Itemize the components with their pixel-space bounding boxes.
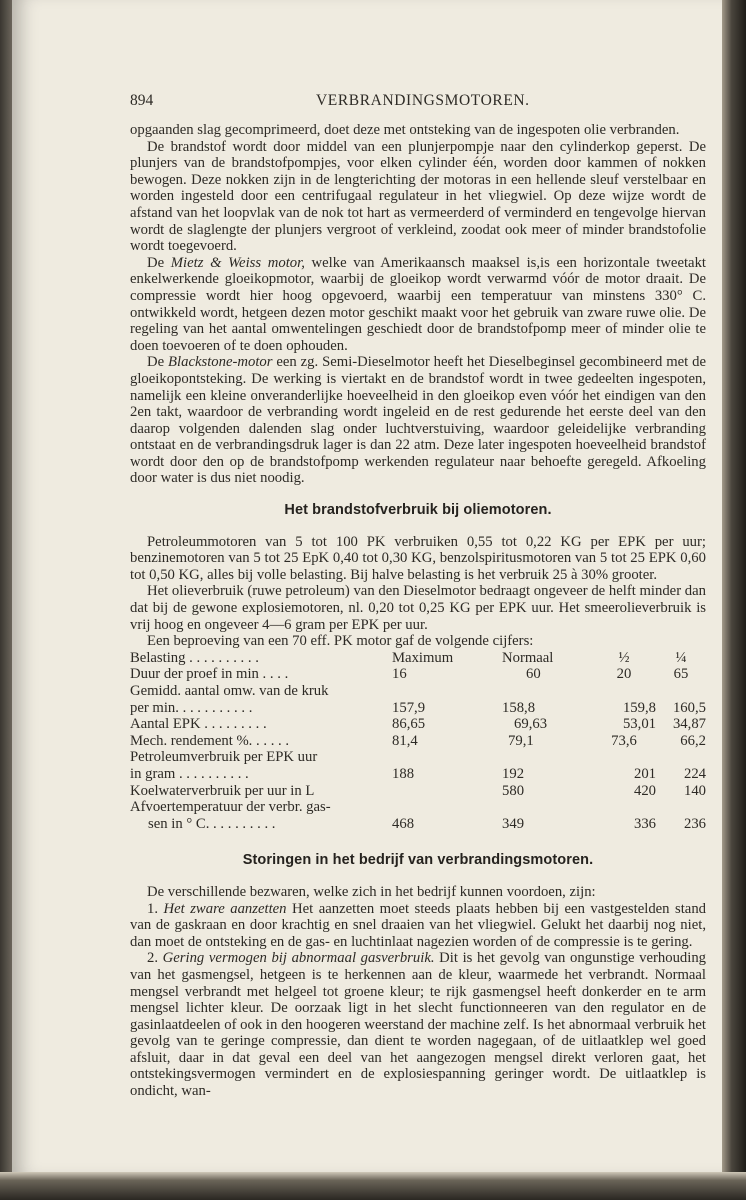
item-text: Dit is het gevolg van ongunstige verhouding van het gasmengsel, hetgeen is te herkennen aan de kleur, waarmede het verbrandt. Normaal mengsel verbrandt met helgeel tot groene kleur; te rijk gasmengsel heeft donkerder en te arm mengsel lichter kleur. De oorzaak ligt in het slecht functionneeren van den regulator en de gasinlaatdeelen of ook in den hoogeren weerstand der machine zelf. Is het abnormaal verbruik het gevolg van te geringe compressie, dan dient te worden nagegaan, of de uitlaatklep wel goed afsluit, daar in dat geval een deel van het aangezogen mengsel direkt verloren gaat, het ontstekingsvermogen vermindert en de explosiespanning geringer wordt. De uitlaatklep is ondicht, wan- — [130, 950, 707, 1100]
emphasis: Het zware aanzetten — [163, 900, 287, 917]
paragraph: opgaanden slag gecomprimeerd, doet deze met ontsteking van de ingespoten olie verbranden. — [130, 122, 680, 138]
table-row — [130, 816, 706, 833]
paragraph-rest: welke van Amerikaansch maaksel is,is een horizontale tweetakt enkelwerkende gloeikopmotor, waarbij de gloeikop wordt verwarmd vóór de motor draait. De compressie wordt hier hoog opgevoerd, waarbij een temperatuur van minstens 330° C. ontwikkeld wordt, hetgeen dezen motor geschikt maakt voor het gebruik van zware ruwe olie. De regeling van het aantal omwentelingen geschiedt door de brandstofpomp meer of minder olie te doen toevoeren of te doen ophouden. — [130, 254, 706, 354]
paragraph: Het olieverbruik (ruwe petroleum) van den Dieselmotor bedraagt ongeveer de helft minder dan dat bij de gewone explosiemotoren, nl. 0,20 tot 0,25 KG per EPK uur. Het smeerolieverbruik is vrij hoog en ongeveer 4—6 gram per EPK per uur. — [130, 583, 706, 633]
list-item — [130, 950, 706, 1099]
cell: ½ — [618, 649, 630, 666]
cell: 192 — [502, 765, 525, 782]
cell: ¼ — [675, 649, 687, 666]
running-head: VERBRANDINGSMOTOREN. — [316, 92, 530, 109]
row-label: Belasting . . . . . . . . . . — [130, 649, 259, 666]
cell: 157,9 — [392, 699, 426, 716]
cell: 468 — [392, 815, 415, 832]
emphasis: Mietz & Weiss motor, — [170, 254, 305, 271]
table-row — [130, 666, 706, 683]
book-edge-right — [722, 0, 746, 1200]
cell: 60 — [526, 666, 541, 683]
paragraph: De brandstof wordt door middel van een plunjerpompje naar den cylinderkop geperst. De plunjers van de brandstofpompjes, voor elken cylinder één, worden door kammen of nokken bewogen. Deze nokken zijn in de lengterichting der motoras in een hellende sleuf verstelbaar en worden ingesteld door een centrifugaal regulateur in het vliegwiel. Op deze wijze wordt de afstand van het loopvlak van de nok tot hart as vermeerderd of verminderd en tengevolge hiervan wordt de slaglengte der plunjers vergroot of verkleind, zoodat ook meer of minder brandstofolie wordt toegevoerd. — [130, 138, 706, 255]
cell: 349 — [502, 815, 525, 832]
section-title: Storingen in het bedrijf van verbrandingsmotoren. — [242, 852, 594, 869]
cell: 86,65 — [392, 716, 426, 733]
row-label: Gemidd. aantal omw. van de kruk — [130, 683, 329, 699]
item-number: 2. — [147, 950, 159, 967]
cell: 65 — [673, 666, 689, 683]
cell: 20 — [616, 666, 632, 683]
cell: 158,8 — [502, 699, 536, 716]
cell: 34,87 — [672, 716, 706, 733]
paragraph-rest: een zg. Semi-Dieselmotor heeft het Dieselbeginsel gecombineerd met de gloeikopontsteking. De werking is viertakt en de brandstof wordt in twee gedeelten ingespoten, namelijk een kleine onveranderlijke hoeveelheid in den gloeikop even vóór het eindigen van den 2en takt, waardoor de verbranding wordt ingeleid en de rest gedurende het eerste deel van den daarop volgenden dalenden slag onder luchtverstuiving, waardoor geleidelijke verbranding ontstaat en de verbrandingsdruk lager is dan 22 atm. Deze later ingespoten hoeveelheid brandstof wordt door den op de brandstofpomp werkenden regulateur naar behoefte geregeld. Afkoeling door water is dus niet noodig. — [130, 354, 707, 487]
table-row — [130, 700, 706, 717]
row-label: sen in ° C. . . . . . . . . . — [148, 815, 276, 832]
cell: 66,2 — [680, 732, 706, 749]
cell: 81,4 — [392, 732, 418, 749]
cell: 236 — [683, 815, 706, 832]
table-row — [130, 683, 706, 700]
cell: 140 — [683, 782, 706, 799]
row-label: Mech. rendement %. . . . . . — [130, 732, 290, 749]
paragraph: Petroleummotoren van 5 tot 100 PK verbruiken 0,55 tot 0,22 KG per EPK per uur; benzinemotoren van 5 tot 25 EpK 0,40 tot 0,30 KG, benzolspiritusmotoren van 5 tot 25 EPK 0,60 tot 0,50 KG, alles bij volle belasting. Bij halve belasting is het verbruik 25 à 30% grooter. — [130, 533, 706, 583]
row-label: Duur der proef in min . . . . — [130, 666, 289, 683]
cell: 201 — [633, 765, 656, 782]
scan-bottom-edge — [0, 1172, 746, 1200]
emphasis: Blackstone-motor — [168, 354, 273, 371]
paragraph: De verschillende bezwaren, welke zich in het bedrijf kunnen voordoen, zijn: — [147, 883, 596, 900]
page-header — [130, 92, 705, 114]
paragraph-lead: De — [147, 354, 165, 371]
book-gutter-left — [0, 0, 12, 1200]
table-row — [130, 733, 706, 750]
cell: 580 — [502, 782, 525, 799]
cell: 16 — [392, 666, 407, 683]
row-label: Aantal EPK . . . . . . . . . — [130, 716, 267, 733]
cell: 224 — [683, 765, 706, 782]
page-number: 894 — [130, 92, 154, 109]
row-label: per min. . . . . . . . . . . — [130, 699, 253, 716]
paragraph — [130, 354, 706, 487]
cell: 188 — [392, 765, 415, 782]
table-intro: Een beproeving van een 70 eff. PK motor gaf de volgende cijfers: — [147, 633, 534, 650]
table-row — [130, 766, 706, 783]
paragraph-lead: De — [147, 254, 165, 271]
table-row — [130, 783, 706, 800]
cell: 69,63 — [514, 716, 548, 733]
row-label: in gram . . . . . . . . . . — [130, 765, 249, 782]
cell: 73,6 — [611, 732, 637, 749]
body-text — [130, 122, 706, 1100]
cell: 420 — [633, 782, 656, 799]
table-row — [130, 650, 706, 667]
cell: 53,01 — [622, 716, 656, 733]
paragraph — [130, 255, 706, 355]
row-label: Koelwaterverbruik per uur in L — [130, 782, 315, 799]
list-item — [130, 901, 706, 951]
table-row — [130, 799, 706, 816]
row-label: Afvoertemperatuur der verbr. gas- — [130, 799, 331, 816]
cell: 79,1 — [508, 732, 534, 749]
row-label: Petroleumverbruik per EPK uur — [130, 749, 318, 766]
emphasis: Gering vermogen bij abnormaal gasverbruik. — [162, 950, 435, 967]
test-results-table — [130, 650, 706, 833]
cell: 159,8 — [622, 699, 656, 716]
item-text: Het aanzetten moet steeds plaats hebben bij een vastgestelden stand van de gaskraan en door krachtig en snel draaien van het vliegwiel. Gelukt het daarbij nog niet, dan moet de ontsteking en de gas- en luchtinlaat nagezien worden of de compressie is te gering. — [130, 900, 707, 950]
cell: Normaal — [502, 649, 554, 666]
table-row — [130, 716, 706, 733]
cell: 160,5 — [672, 699, 706, 716]
cell — [392, 783, 502, 800]
table-row — [130, 749, 706, 766]
item-number: 1. — [147, 900, 159, 917]
section-title: Het brandstofverbruik bij oliemotoren. — [284, 502, 552, 519]
cell: Maximum — [392, 649, 454, 666]
cell: 336 — [633, 815, 656, 832]
